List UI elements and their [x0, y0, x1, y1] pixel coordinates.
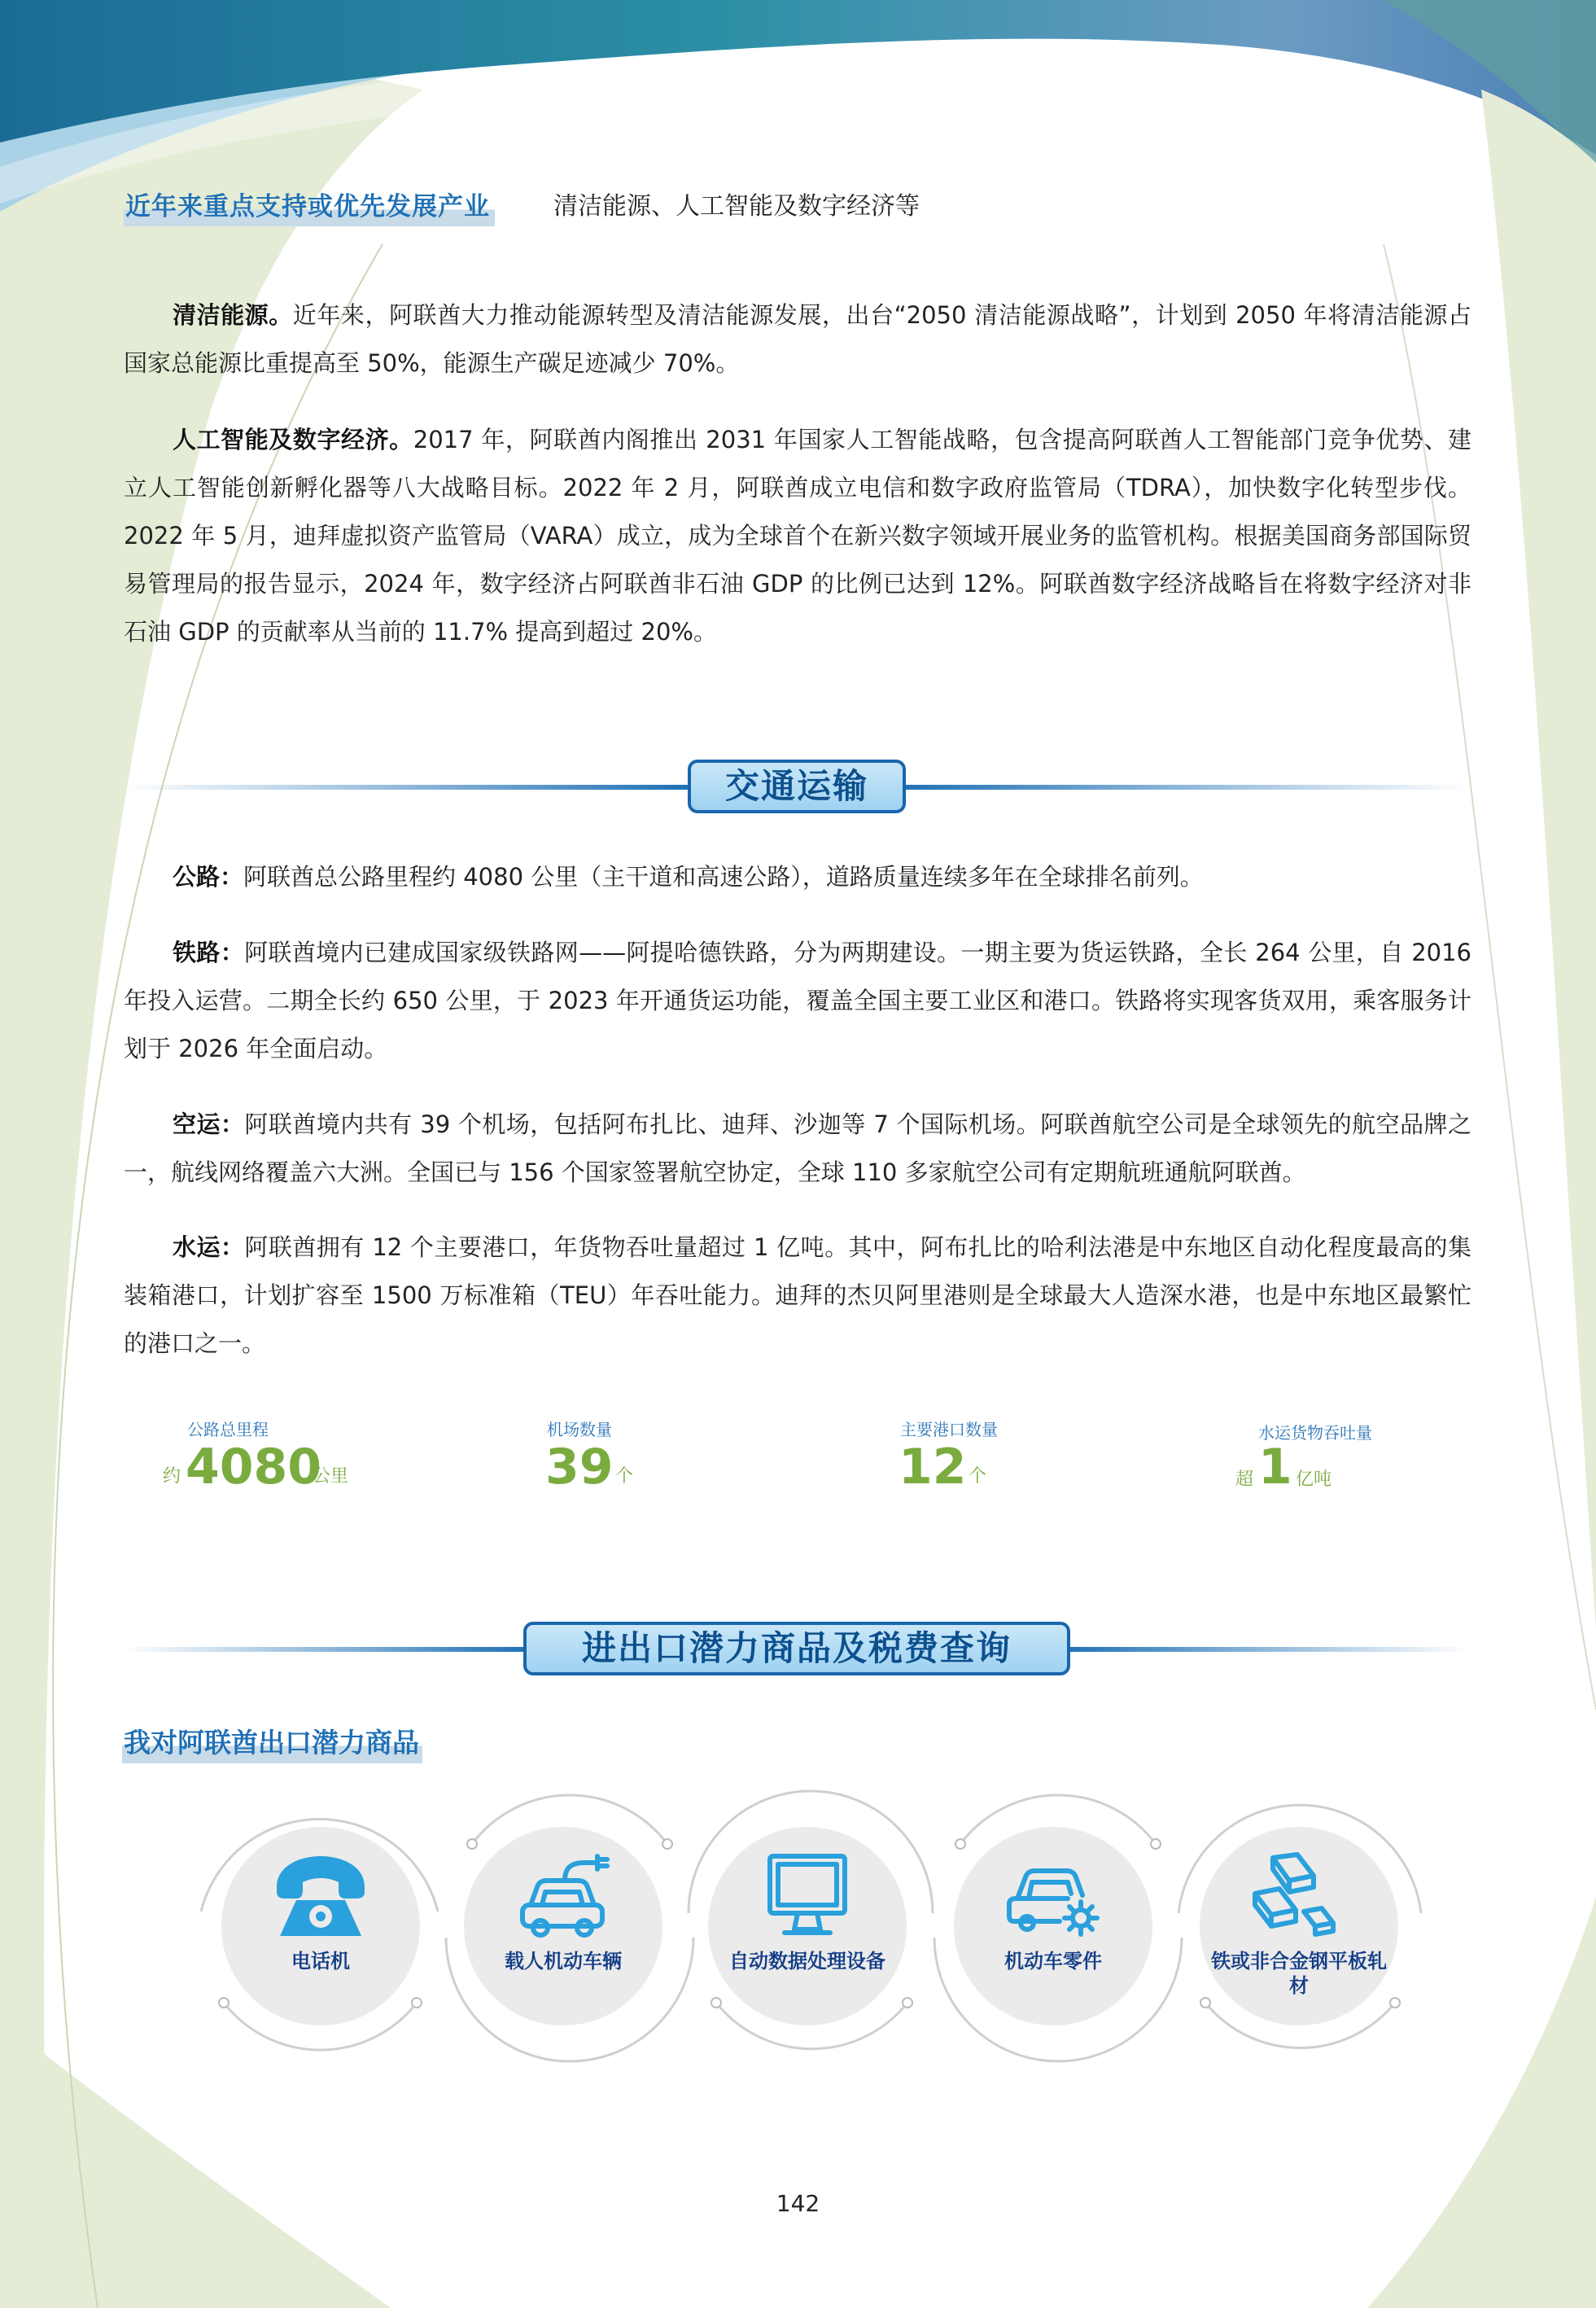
rail-title: 铁路：	[173, 939, 245, 966]
product-label: 自动数据处理设备	[729, 1950, 885, 1973]
clean-energy-text: 近年来，阿联酋大力推动能源转型及清洁能源发展，出台“2050 清洁能源战略”，计划到 2050 年将清洁能源占国家总能源比重提高至 50%，能源生产碳足迹减少 70%。	[124, 301, 1471, 377]
product-label: 铁或非合金钢平板轧材	[1211, 1950, 1387, 1997]
road-title: 公路：	[173, 863, 244, 891]
stat-unit: 个	[615, 1466, 634, 1487]
ai-digital-text: 2017 年，阿联酋内阁推出 2031 年国家人工智能战略，包含提高阿联酋人工智能部门竞争优势、建立人工智能创新孵化器等八大战略目标。2022 年 2 月，阿联酋成立电信和数字政府监管局（TDRA），加快数字化转型步伐。2022 年 5 月，迪拜虚拟资产监管局（VARA）成立，成为全球首个在新兴数字领域开展业务的监管机构。根据美国商务部国际贸易管理局的报告显示，2024 年，数字经济占阿联酋非石油 GDP 的比例已达到 12%。阿联酋数字经济战略旨在将数字经济对非石油 GDP 的贡献率从当前的 11.7% 提高到超过 20%。	[124, 426, 1471, 646]
water-text: 阿联酋拥有 12 个主要港口，年货物吞吐量超过 1 亿吨。其中，阿布扎比的哈利法港是中东地区自动化程度最高的集装箱港口，计划扩容至 1500 万标准箱（TEU）年吞吐能力。迪拜的杰贝阿里港则是全球最大人造深水港，也是中东地区最繁忙的港口之一。	[124, 1233, 1471, 1357]
stat-value: 1	[1258, 1439, 1292, 1496]
car-parts-icon	[1003, 1851, 1104, 1941]
stat-prefix: 超	[1235, 1469, 1254, 1490]
stat-label: 主要港口数量	[900, 1420, 998, 1439]
ai-digital-title: 人工智能及数字经济。	[173, 426, 413, 453]
monitor-icon	[757, 1851, 858, 1941]
priority-industries-label: 近年来重点支持或优先发展产业	[124, 189, 495, 226]
product-label: 机动车零件	[1004, 1950, 1102, 1973]
stat-unit: 亿吨	[1296, 1469, 1332, 1490]
stat-unit: 个	[969, 1466, 987, 1487]
air-title: 空运：	[173, 1110, 245, 1138]
stat-label: 公路总里程	[187, 1420, 269, 1439]
priority-industries-value: 清洁能源、人工智能及数字经济等	[553, 192, 920, 221]
product-passenger-vehicle	[464, 1827, 662, 2026]
product-data-processing-equipment	[708, 1827, 907, 2026]
stat-label: 机场数量	[547, 1420, 612, 1439]
clean-energy-title: 清洁能源。	[173, 301, 293, 329]
stat-value: 12	[899, 1439, 967, 1496]
trade-heading: 进出口潜力商品及税费查询	[523, 1622, 1070, 1675]
steel-bars-icon	[1248, 1851, 1349, 1941]
rail-text: 阿联酋境内已建成国家级铁路网——阿提哈德铁路，分为两期建设。一期主要为货运铁路，全长 264 公里，自 2016 年投入运营。二期全长约 650 公里，于 2023 年开通货运功能，覆盖全国主要工业区和港口。铁路将实现客货双用，乘客服务计划于 2026 年全面启动。	[124, 939, 1471, 1062]
stat-label: 水运货物吞吐量	[1258, 1423, 1372, 1443]
road-text: 阿联酋总公路里程约 4080 公里（主干道和高速公路），道路质量连续多年在全球排名前列。	[243, 863, 1204, 891]
product-label: 载人机动车辆	[505, 1950, 622, 1973]
transport-heading: 交通运输	[688, 760, 906, 813]
stat-prefix: 约	[163, 1466, 181, 1487]
page-number: 142	[776, 2190, 820, 2217]
air-text: 阿联酋境内共有 39 个机场，包括阿布扎比、迪拜、沙迦等 7 个国际机场。阿联酋航空公司是全球领先的航空品牌之一，航线网络覆盖六大洲。全国已与 156 个国家签署航空协定，全球 110 多家航空公司有定期航班通航阿联酋。	[124, 1110, 1471, 1186]
product-label: 电话机	[291, 1950, 350, 1973]
telephone-icon	[270, 1851, 371, 1941]
water-title: 水运：	[173, 1233, 245, 1261]
stat-value: 4080	[186, 1439, 321, 1496]
electric-car-icon	[513, 1851, 614, 1941]
stat-value: 39	[545, 1439, 614, 1496]
export-products-subtitle: 我对阿联酋出口潜力商品	[122, 1724, 422, 1763]
product-telephone	[221, 1827, 420, 2026]
product-vehicle-parts	[954, 1827, 1152, 2026]
product-steel-flat-rolled	[1200, 1827, 1398, 2026]
stat-unit: 公里	[313, 1466, 349, 1487]
